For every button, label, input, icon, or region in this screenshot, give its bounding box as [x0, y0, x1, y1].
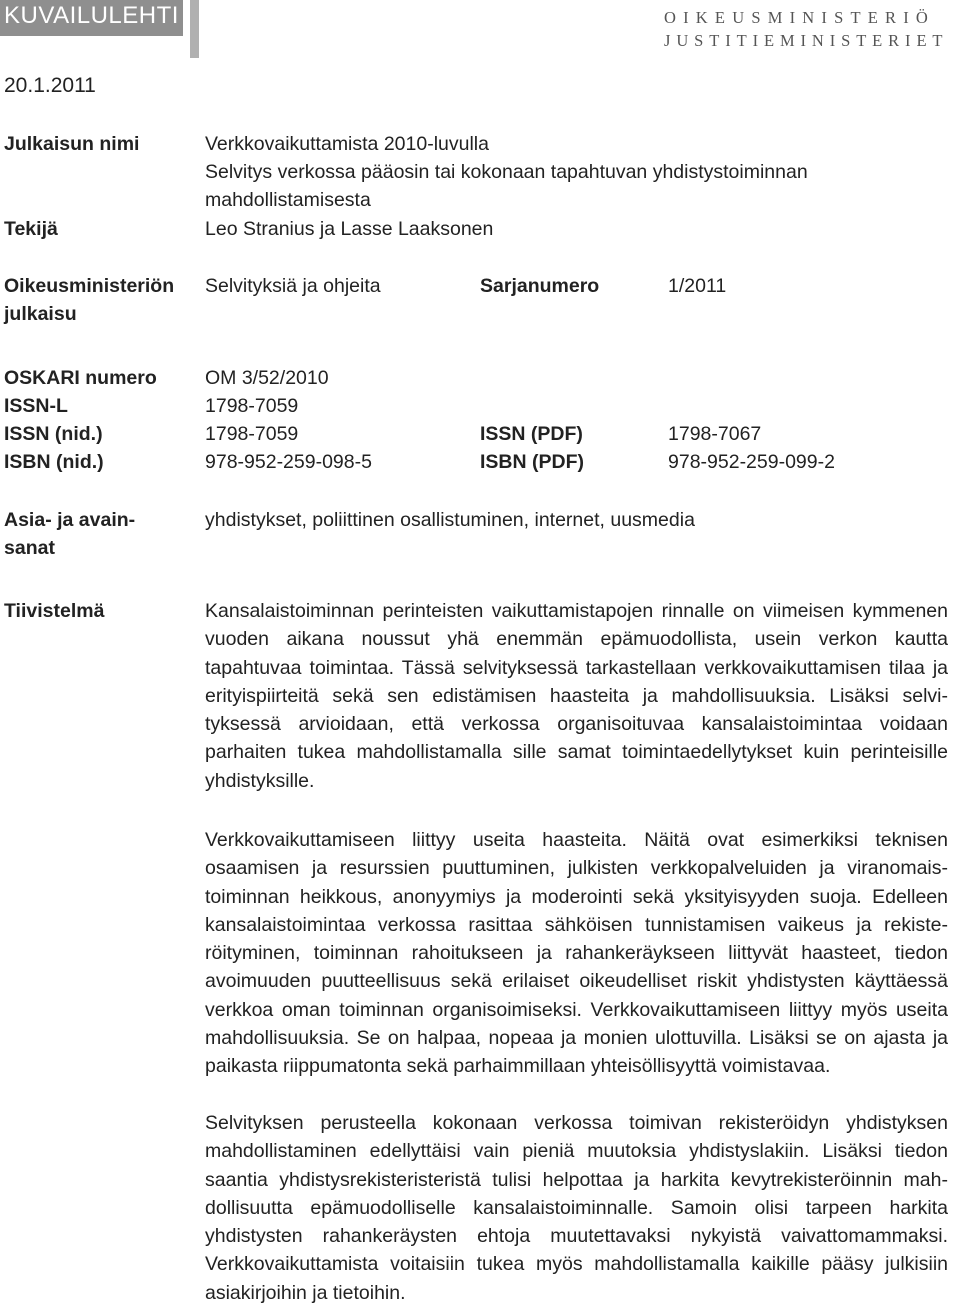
series-label-line1: Oikeusministeriön: [4, 275, 175, 297]
publication-name-label: Julkaisun nimi: [4, 133, 140, 155]
keywords-label-line1: Asia- ja avain-: [4, 509, 136, 531]
issn-pdf-label: ISSN (PDF): [480, 423, 583, 445]
publication-subtitle-line1: Selvitys verkossa pääosin tai kokonaan tapahtuvan yhdistystoiminnan: [205, 161, 808, 183]
issn-print-value: 1798-7059: [205, 423, 299, 445]
series-number: 1/2011: [668, 275, 727, 297]
ministry-name-swedish: JUSTITIEMINISTERIET: [664, 31, 949, 50]
publication-subtitle-line2: mahdollistamisesta: [205, 189, 371, 211]
series-name: Selvityksiä ja ohjeita: [205, 275, 381, 297]
document-type-title: KUVAILULEHTI: [4, 2, 179, 29]
abstract-paragraph: Kansalaistoiminnan perinteisten vaikuttamistapojen rinnalle on viimeisen kymmenen vuoden aikana noussut yhä enemmän epämuodollista, usein verkon kautta tapahtuvaa toimintaa. Tässä selvityksessä tarkastellaan verkkovaikuttamisen tilaa ja erityispiirteitä sekä sen edistämisen haasteita ja mahdollisuuksia. Lisäksi selvityksessä arvioidaan, että verkossa organisoituvaa kansalaistoimintaa voidaan parhaiten tukea mahdollistamalla sille samat toimintaedellytykset kuin perinteisille yhdistyksille.: [205, 600, 948, 792]
document-date: 20.1.2011: [4, 74, 96, 97]
document-type-banner: [0, 0, 183, 36]
publication-title: Verkkovaikuttamista 2010-luvulla: [205, 133, 489, 155]
banner-accent-bar: [190, 0, 199, 58]
oskari-label: OSKARI numero: [4, 367, 157, 389]
author-label: Tekijä: [4, 218, 58, 240]
abstract-label: Tiivistelmä: [4, 600, 105, 622]
keywords-label-line2: sanat: [4, 537, 55, 559]
isbn-print-value: 978-952-259-098-5: [205, 451, 372, 473]
keywords-value: yhdistykset, poliittinen osallistuminen, internet, uusmedia: [205, 509, 695, 531]
isbn-print-label: ISBN (nid.): [4, 451, 104, 473]
issnl-value: 1798-7059: [205, 395, 299, 417]
abstract-paragraph: Verkkovaikuttamiseen liittyy useita haasteita. Näitä ovat esimerkiksi teknisen osaamisen ja resurssien puuttuminen, julkisten verkkopalveluiden ja viranomaistoiminnan heikkous, anonyymiys ja moderointi sekä yksityisyyden suoja. Edelleen kansalaistoimintaa verkossa rasittaa sähköisen tunnistamisen vaikeus ja rekisteröityminen, toiminnan rahoitukseen ja rahankeräykseen liittyvät haasteet, tiedon avoimuuden puutteellisuus sekä erilaiset oikeudelliset riskit yhdistysten käyttäessä verkkoa oman toiminnan organisoimiseksi. Verkkovaikuttamiseen liittyy myös useita mahdollisuuksia. Se on halpaa, nopeaa ja monien ulottuvilla. Lisäksi se on ajasta ja paikasta riippumatonta sekä parhaimmillaan yhteisöllisyyttä voimistavaa.: [205, 829, 948, 1078]
series-label-line2: julkaisu: [4, 303, 77, 325]
issn-print-label: ISSN (nid.): [4, 423, 103, 445]
oskari-number: OM 3/52/2010: [205, 367, 329, 389]
ministry-name-finnish: OIKEUSMINISTERIÖ: [664, 8, 936, 27]
authors: Leo Stranius ja Lasse Laaksonen: [205, 218, 494, 240]
issnl-label: ISSN-L: [4, 395, 68, 417]
isbn-pdf-value: 978-952-259-099-2: [668, 451, 835, 473]
issn-pdf-value: 1798-7067: [668, 423, 762, 445]
abstract-paragraph: Selvityksen perusteella kokonaan verkossa toimivan rekisteröidyn yhdistyksen mahdollistaminen edellyttäisi vain pieniä muutoksia yhdistyslakiin. Lisäksi tiedon saantia yhdistysrekisteristeristä tulisi helpottaa ja harkita kevytrekisteröinnin mahdollisuutta epämuodolliselle kansalaistoiminnalle. Samoin olisi tarpeen harkita yhdistysten rahankeräysten ehtoja muutettavaksi nykyistä vaivattomammaksi. Verkkovaikuttamista voitaisiin tukea myös mahdollistamalla kaikille pääsy julkisiin asiakirjoihin ja tietoihin.: [205, 1112, 948, 1304]
series-number-label: Sarjanumero: [480, 275, 600, 297]
isbn-pdf-label: ISBN (PDF): [480, 451, 584, 473]
